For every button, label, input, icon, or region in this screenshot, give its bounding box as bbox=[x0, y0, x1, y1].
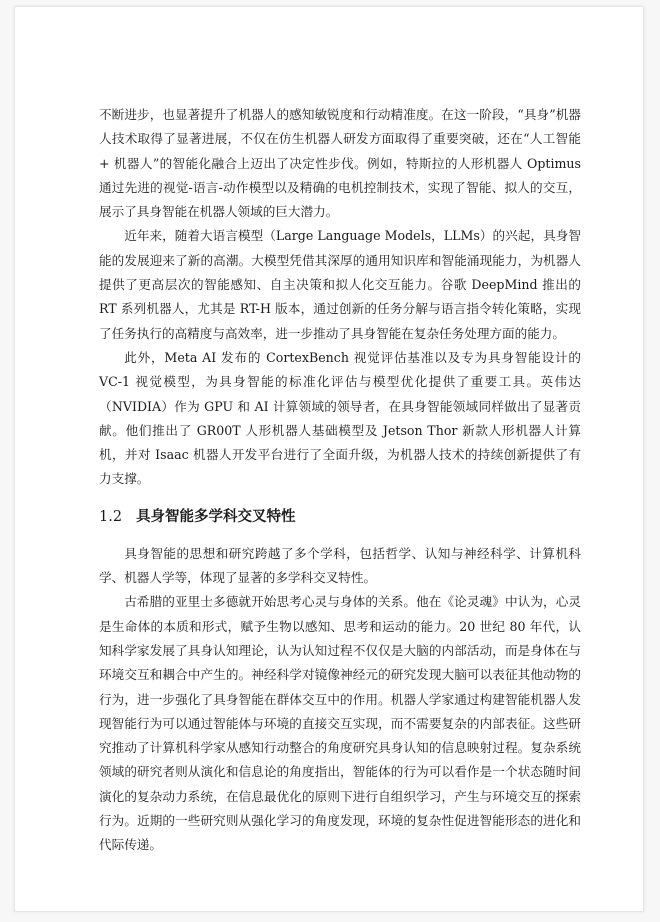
paragraph-meta-nvidia: 此外，Meta AI 发布的 CortexBench 视觉评估基准以及专为具身智能设计的 VC-1 视觉模型，为具身智能的标准化评估与模型优化提供了重要工具。英伟达（NVIDIA）作为 GPU 和 AI 计算领域的领导者，在具身智能领域同样做出了显著贡献。他们推出了 GR00T 人形机器人基础模型及 Jetson Thor 新款人形机器人计算机，并对 Isaac 机器人开发平台进行了全面升级，为机器人技术的持续创新提供了有力支撑。 bbox=[99, 349, 581, 487]
page-content bbox=[99, 103, 581, 858]
document-page bbox=[14, 6, 644, 912]
section-number: 1.2 bbox=[99, 508, 123, 525]
paragraph-continued: 不断进步，也显著提升了机器人的感知敏锐度和行动精准度。在这一阶段，“具身”机器人技术取得了显著进展，不仅在仿生机器人研发方面取得了重要突破，还在“人工智能 + 机器人”的智能化融合上迈出了决定性步伐。例如，特斯拉的人形机器人 Optimus 通过先进的视觉-语言-动作模型以及精确的电机控制技术，实现了智能、拟人的交互，展示了具身智能在机器人领域的巨大潜力。 bbox=[99, 107, 581, 220]
section-heading bbox=[99, 506, 581, 528]
paragraph-history: 古希腊的亚里士多德就开始思考心灵与身体的关系。他在《论灵魂》中认为，心灵是生命体的本质和形式，赋予生物以感知、思考和运动的能力。20 世纪 80 年代，认知科学家发展了具身认知理论，认为认知过程不仅仅是大脑的内部活动，而是身体在与环境交互和耦合中产生的。神经科学对镜像神经元的研究发现大脑可以表征其他动物的行为，进一步强化了具身智能在群体交互中的作用。机器人学家通过构建智能机器人发现智能行为可以通过智能体与环境的直接交互实现，而不需要复杂的内部表征。这些研究推动了计算机科学家从感知行动整合的角度研究具身认知的信息映射过程。复杂系统领域的研究者则从演化和信息论的角度指出，智能体的行为可以看作是一个状态随时间演化的复杂动力系统，在信息最优化的原则下进行自组织学习，产生与环境交互的探索行为。近期的一些研究则从强化学习的角度发现，环境的复杂性促进智能形态的进化和代际传递。 bbox=[99, 594, 581, 853]
paragraph-llm: 近年来，随着大语言模型（Large Language Models，LLMs）的兴起，具身智能的发展迎来了新的高潮。大模型凭借其深厚的通用知识库和智能涌现能力，为机器人提供了更高层次的智能感知、自主决策和拟人化交互能力。谷歌 DeepMind 推出的 RT 系列机器人，尤其是 RT-H 版本，通过创新的任务分解与语言指令转化策略，实现了任务执行的高精度与高效率，进一步推动了具身智能在复杂任务处理方面的能力。 bbox=[99, 228, 581, 341]
section-title: 具身智能多学科交叉特性 bbox=[136, 508, 296, 525]
paragraph-interdisciplinary: 具身智能的思想和研究跨越了多个学科，包括哲学、认知与神经科学、计算机科学、机器人学等，体现了显著的多学科交叉特性。 bbox=[99, 545, 581, 586]
